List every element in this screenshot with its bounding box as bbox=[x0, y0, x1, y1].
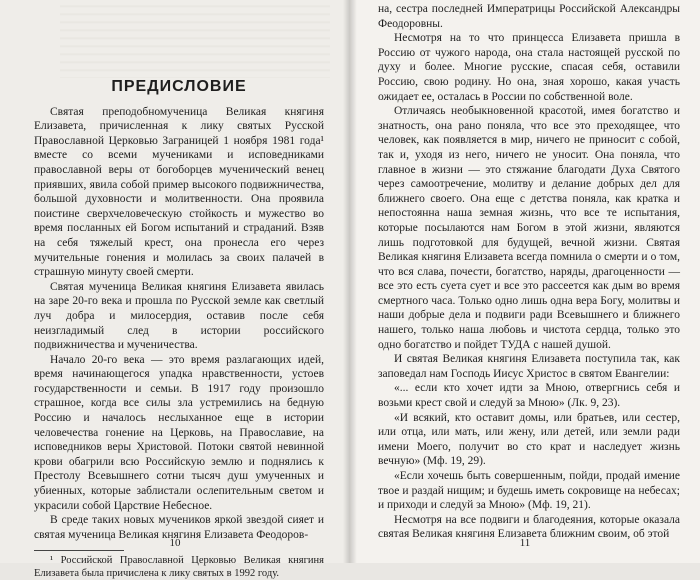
right-paragraph-5: Несмотря на все подвиги и благодеяния, которые оказала святая Великая княгиня Елизавета ближним своим, об этой bbox=[378, 513, 680, 541]
right-paragraph-3: Отличаясь необыкновенной красотой, имея богатство и знатность, она рано поняла, что все это преходящее, что человек, как появляется в мир, ничего не приносит с собой, так и, уходя из него, ничего не уносит. Она поняла, что главное в жизни — это стяжание благодати Духа Святого через самоотречение, молитву и делание добрых дел для ближнего своего. Она еще с детства поняла, как кратка и непостоянна наша земная жизнь, что все те испытания, которые посылаются нам Богом в этой жизни, являются лишь подготовкой для будущей, вечной жизни. Святая Великая княгиня Елизавета всегда помнила о смерти и о том, что вся слава, почести, богатство, наряды, драгоценности — все это есть суета сует и все это рассеется как дым во время смертного часа. Только одно лишь одна вера Богу, молитвы и наши добрые дела и подвиги ради Всевышнего и ближнего нашего, только наша любовь и чистота сердца, только это одно богатство и пойдет ТУДА с нашей душой. bbox=[378, 105, 680, 351]
right-paragraph-1: на, сестра последней Императрицы Российской Александры Феодоровны. bbox=[378, 3, 680, 30]
left-paragraph-1: Святая преподобномученица Великая княгиня Елизавета, причисленная к лику святых Русской Православной Церковью Заграницей 1 ноября 1981 года¹ вместе со всеми мучениками и исповедниками православной веры от богоборцев мученический венец приявших, явила собой пример высокого подвижничества, большой духовности и молитвенности. Она проявила поистине сверхчеловеческую стойкость и мужество во время посланных ей Богом испытаний и страданий. Взяв на себя тяжелый крест, она пронесла его через мучительные гонения и молилась за своих палачей в страшную минуту своей смерти. bbox=[34, 105, 324, 279]
right-quote-1: «... если кто хочет идти за Мною, отвергнись себя и возьми крест свой и следуй за Мною» (Лк. 9, 23). bbox=[378, 382, 680, 410]
bleed-through-text bbox=[60, 0, 330, 78]
left-paragraph-4: В среде таких новых мучеников яркой звездой сияет и святая мученица Великая княгиня Елизавета Феодоров- bbox=[34, 514, 324, 541]
page-number-left: 10 bbox=[169, 537, 181, 550]
book-gutter bbox=[343, 0, 357, 563]
left-paragraph-2: Святая мученица Великая княгиня Елизавета явилась на заре 20-го века и прошла по Русской земле как светлый луч добра и милосердия, оставив после себя неизгладимый след в истории российского подвижничества и мученичества. bbox=[34, 280, 324, 352]
left-paragraph-3: Начало 20-го века — это время разлагающих идей, время начинающегося упадка нравственности, устоев государственности и семьи. В 1917 году произошло страшное, когда все силы зла устремились на бедную Россию и началось неслыханное еще в истории человечества гонение на Церковь, на Православие, на исповедников веры Христовой. Потоки святой невинной крови обагрили всю Российскую землю и поднялись к Престолу Всевышнего сотни тысяч душ умученных и убиенных, которые заблистали ослепительным светом и украсили собой Царствие Небесное. bbox=[34, 353, 324, 512]
right-paragraph-2: Несмотря на то что принцесса Елизавета пришла в Россию от чужого народа, она стала настоящей русской по духу и более. Многие русские, спасая себя, оставили Россию, свою родину. Но она, зная хорошо, какая участь ожидает ее, осталась в России по собственной воле. bbox=[378, 32, 680, 103]
right-quote-3: «Если хочешь быть совершенным, пойди, продай имение твое и раздай нищим; и будешь иметь сокровище на небесах; и приходи и следуй за Мною» (Мф. 19, 21). bbox=[378, 470, 680, 512]
page-number-right: 11 bbox=[519, 537, 531, 550]
footnote: ¹ Российской Православной Церковью Великая княгиня Елизавета была причислена к лику святых в 1992 году. bbox=[34, 555, 324, 580]
right-quote-2: «И всякий, кто оставит домы, или братьев, или сестер, или отца, или мать, или жену, или детей, или земли ради имени Моего, получит во сто крат и наследует жизнь вечную» (Мф. 19, 29). bbox=[378, 411, 680, 468]
section-heading: ПРЕДИСЛОВИЕ bbox=[111, 78, 247, 95]
right-paragraph-4: И святая Великая княгиня Елизавета поступила так, как заповедал нам Господь Иисус Христос в святом Евангелии: bbox=[378, 353, 680, 380]
right-page bbox=[350, 0, 700, 563]
